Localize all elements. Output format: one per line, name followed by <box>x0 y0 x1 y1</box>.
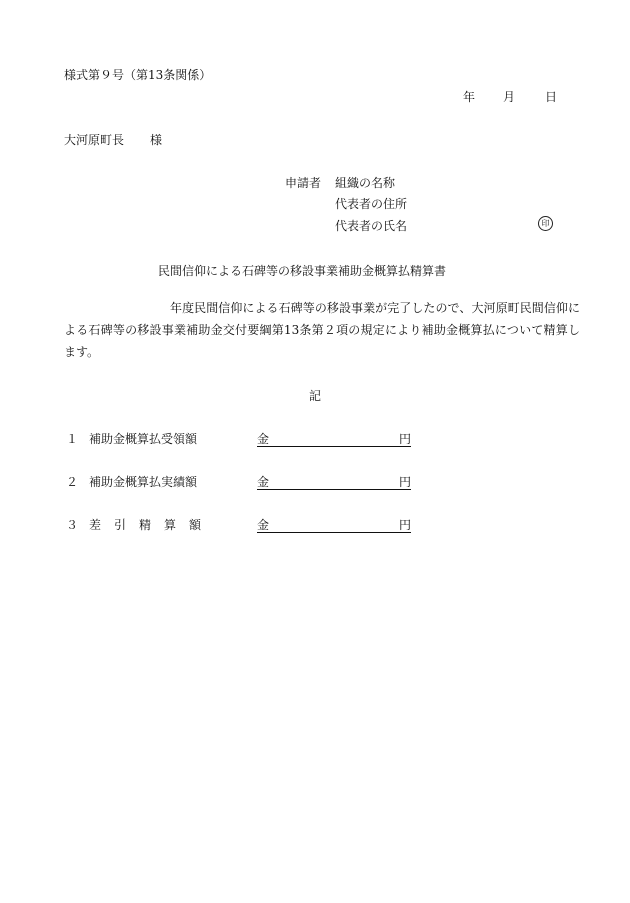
amount-unit: 円 <box>398 475 411 489</box>
applicant-rep-address: 代表者の住所 <box>335 197 408 211</box>
body-paragraph: 年度民間信仰による石碑等の移設事業が完了したので、大河原町民間信仰による石碑等の移設事業補助金交付要綱第13条第２項の規定により補助金概算払について精算します。 <box>64 301 580 359</box>
addressee-honorific: 様 <box>150 133 163 147</box>
addressee <box>64 131 162 148</box>
amount-prefix: 金 <box>257 475 270 489</box>
item-number: ２ <box>66 475 79 489</box>
item-number: １ <box>66 432 79 446</box>
date-day: 日 <box>545 90 558 104</box>
date-year: 年 <box>463 90 476 104</box>
item-label-received: 補助金概算払受領額 <box>89 432 198 446</box>
amount-prefix: 金 <box>257 518 270 532</box>
applicant-label: 申請者 <box>285 176 322 190</box>
amount-field-received <box>257 430 411 447</box>
ki-heading: 記 <box>309 389 322 403</box>
amount-unit: 円 <box>398 518 411 532</box>
item-label-balance: 差引精算額 <box>89 518 215 532</box>
amount-unit: 円 <box>398 432 411 446</box>
form-number: 様式第９号（第13条関係） <box>64 68 212 82</box>
item-number: ３ <box>66 518 79 532</box>
applicant-rep-name: 代表者の氏名 <box>335 219 408 233</box>
amount-field-balance <box>257 516 411 533</box>
amount-prefix: 金 <box>257 432 270 446</box>
addressee-name: 大河原町長 <box>64 133 125 147</box>
item-label-actual: 補助金概算払実績額 <box>89 475 198 489</box>
document-title: 民間信仰による石碑等の移設事業補助金概算払精算書 <box>158 264 447 278</box>
applicant-org-name: 組織の名称 <box>335 176 396 190</box>
amount-field-actual <box>257 473 411 490</box>
date-month: 月 <box>503 90 516 104</box>
date-line <box>463 88 557 105</box>
seal-mark: 印 <box>538 216 553 231</box>
